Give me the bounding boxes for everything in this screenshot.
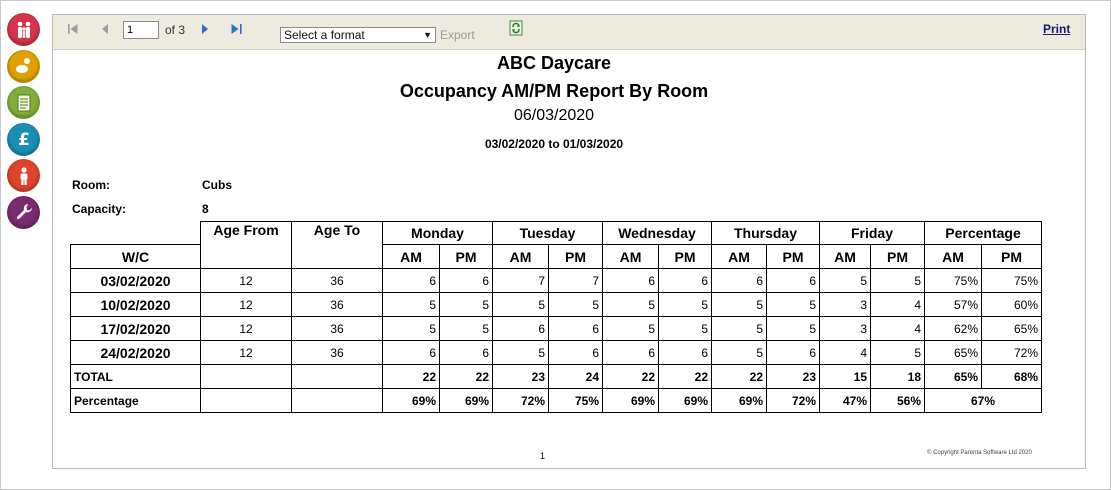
total-cell: 22 — [603, 365, 659, 389]
family-icon — [14, 20, 34, 40]
next-page-icon[interactable] — [200, 23, 210, 35]
table-header-row — [71, 222, 1042, 245]
total-percent-cell: 65% — [925, 365, 982, 389]
pm-header: PM — [549, 245, 603, 269]
copyright-text: © Copyright Parenta Software Ltd 2020 — [927, 450, 1032, 456]
value-cell: 5 — [712, 293, 767, 317]
pm-header: PM — [659, 245, 712, 269]
week-cell: 10/02/2020 — [71, 293, 201, 317]
value-cell: 3 — [820, 317, 871, 341]
value-cell: 5 — [712, 341, 767, 365]
percent-cell: 72% — [767, 389, 820, 413]
total-cell: 24 — [549, 365, 603, 389]
week-cell: 24/02/2020 — [71, 341, 201, 365]
chevron-down-icon: ▼ — [423, 30, 432, 40]
previous-page-icon[interactable] — [100, 23, 110, 35]
value-cell: 5 — [767, 317, 820, 341]
percentage-row — [71, 389, 1042, 413]
nav-settings-button[interactable] — [7, 196, 40, 229]
empty-cell — [292, 389, 383, 413]
am-header: AM — [820, 245, 871, 269]
overall-percent-cell: 67% — [925, 389, 1042, 413]
value-cell: 4 — [871, 293, 925, 317]
percent-cell: 69% — [440, 389, 493, 413]
percent-cell: 62% — [925, 317, 982, 341]
value-cell: 5 — [659, 293, 712, 317]
am-header: AM — [712, 245, 767, 269]
percent-cell: 56% — [871, 389, 925, 413]
wednesday-header: Wednesday — [603, 222, 712, 245]
table-row — [71, 269, 1042, 293]
age-to-cell: 36 — [292, 293, 383, 317]
percent-cell: 72% — [982, 341, 1042, 365]
print-link[interactable]: Print — [1043, 22, 1071, 36]
value-cell: 6 — [383, 269, 440, 293]
value-cell: 6 — [603, 269, 659, 293]
nav-children-button[interactable] — [7, 50, 40, 83]
value-cell: 6 — [767, 341, 820, 365]
am-header: AM — [493, 245, 549, 269]
wrench-icon — [14, 202, 34, 222]
report-date-range: 03/02/2020 to 01/03/2020 — [484, 137, 624, 151]
value-cell: 7 — [493, 269, 549, 293]
value-cell: 4 — [871, 317, 925, 341]
age-from-cell: 12 — [201, 293, 292, 317]
percent-cell: 75% — [549, 389, 603, 413]
staff-icon — [14, 166, 34, 186]
percent-cell: 69% — [383, 389, 440, 413]
empty-cell — [201, 365, 292, 389]
last-page-icon[interactable] — [230, 23, 243, 35]
pm-header: PM — [767, 245, 820, 269]
value-cell: 6 — [659, 269, 712, 293]
room-label: Room: — [72, 178, 110, 192]
value-cell: 5 — [712, 317, 767, 341]
company-name: ABC Daycare — [496, 53, 612, 73]
value-cell: 4 — [820, 341, 871, 365]
value-cell: 5 — [820, 269, 871, 293]
capacity-value: 8 — [202, 202, 209, 216]
format-select-value: Select a format — [284, 28, 365, 42]
report-page — [53, 50, 1085, 468]
percent-cell: 69% — [603, 389, 659, 413]
table-row — [71, 317, 1042, 341]
week-cell: 17/02/2020 — [71, 317, 201, 341]
percent-cell: 72% — [493, 389, 549, 413]
percentage-label: Percentage — [71, 389, 201, 413]
report-viewer — [52, 14, 1086, 469]
value-cell: 5 — [603, 317, 659, 341]
percent-cell: 60% — [982, 293, 1042, 317]
value-cell: 7 — [549, 269, 603, 293]
nav-staff-button[interactable] — [7, 159, 40, 192]
age-to-cell: 36 — [292, 269, 383, 293]
total-cell: 22 — [712, 365, 767, 389]
total-cell: 18 — [871, 365, 925, 389]
total-cell: 22 — [383, 365, 440, 389]
export-link[interactable]: Export — [440, 28, 475, 42]
room-value: Cubs — [202, 178, 232, 192]
value-cell: 6 — [712, 269, 767, 293]
svg-text:£: £ — [17, 130, 30, 149]
percent-cell: 69% — [659, 389, 712, 413]
age-from-cell: 12 — [201, 341, 292, 365]
capacity-label: Capacity: — [72, 202, 127, 216]
value-cell: 6 — [549, 341, 603, 365]
percent-cell: 75% — [982, 269, 1042, 293]
empty-cell — [292, 365, 383, 389]
value-cell: 5 — [871, 269, 925, 293]
total-cell: 23 — [767, 365, 820, 389]
thursday-header: Thursday — [712, 222, 820, 245]
value-cell: 6 — [383, 341, 440, 365]
value-cell: 6 — [493, 317, 549, 341]
tuesday-header: Tuesday — [493, 222, 603, 245]
page-count-label: of 3 — [165, 23, 186, 37]
value-cell: 5 — [440, 293, 493, 317]
value-cell: 5 — [493, 293, 549, 317]
total-row — [71, 365, 1042, 389]
value-cell: 5 — [549, 293, 603, 317]
value-cell: 5 — [767, 293, 820, 317]
percent-cell: 75% — [925, 269, 982, 293]
nav-finance-button[interactable] — [7, 123, 40, 156]
percent-cell: 69% — [712, 389, 767, 413]
table-row — [71, 293, 1042, 317]
occupancy-table — [70, 221, 1042, 413]
pm-header: PM — [440, 245, 493, 269]
total-label: TOTAL — [71, 365, 201, 389]
week-cell: 03/02/2020 — [71, 269, 201, 293]
am-header: AM — [383, 245, 440, 269]
value-cell: 5 — [659, 317, 712, 341]
total-cell: 22 — [659, 365, 712, 389]
report-title: Occupancy AM/PM Report By Room — [399, 81, 709, 101]
monday-header: Monday — [383, 222, 493, 245]
value-cell: 6 — [549, 317, 603, 341]
total-cell: 22 — [440, 365, 493, 389]
total-cell: 15 — [820, 365, 871, 389]
percent-cell: 47% — [820, 389, 871, 413]
am-header: AM — [603, 245, 659, 269]
left-nav — [7, 13, 41, 232]
nav-register-button[interactable] — [7, 86, 40, 119]
age-to-cell: 36 — [292, 317, 383, 341]
report-date: 06/03/2020 — [513, 107, 595, 124]
value-cell: 6 — [440, 269, 493, 293]
value-cell: 5 — [493, 341, 549, 365]
age-to-cell: 36 — [292, 341, 383, 365]
am-header: AM — [925, 245, 982, 269]
empty-cell — [201, 389, 292, 413]
percentage-header: Percentage — [925, 222, 1042, 245]
report-toolbar — [53, 15, 1085, 50]
pm-header: PM — [871, 245, 925, 269]
percent-cell: 57% — [925, 293, 982, 317]
total-cell: 23 — [493, 365, 549, 389]
age-from-header: Age From — [201, 222, 292, 269]
refresh-icon[interactable] — [509, 20, 523, 36]
value-cell: 5 — [871, 341, 925, 365]
first-page-icon[interactable] — [67, 23, 79, 35]
value-cell: 6 — [440, 341, 493, 365]
age-to-header: Age To — [292, 222, 383, 269]
value-cell: 6 — [603, 341, 659, 365]
format-select[interactable] — [280, 27, 436, 43]
percent-cell: 65% — [925, 341, 982, 365]
pm-header: PM — [982, 245, 1042, 269]
friday-header: Friday — [820, 222, 925, 245]
baby-icon — [14, 56, 34, 76]
age-from-cell: 12 — [201, 317, 292, 341]
value-cell: 5 — [440, 317, 493, 341]
value-cell: 6 — [659, 341, 712, 365]
total-percent-cell: 68% — [982, 365, 1042, 389]
pound-icon — [14, 129, 34, 149]
percent-cell: 65% — [982, 317, 1042, 341]
age-from-cell: 12 — [201, 269, 292, 293]
register-icon — [14, 93, 34, 113]
value-cell: 5 — [383, 317, 440, 341]
value-cell: 6 — [767, 269, 820, 293]
value-cell: 5 — [603, 293, 659, 317]
wc-header: W/C — [71, 245, 201, 269]
value-cell: 5 — [383, 293, 440, 317]
value-cell: 3 — [820, 293, 871, 317]
nav-families-button[interactable] — [7, 13, 40, 46]
page-number-input[interactable]: 1 — [123, 21, 159, 39]
table-row — [71, 341, 1042, 365]
page-number: 1 — [540, 451, 546, 461]
